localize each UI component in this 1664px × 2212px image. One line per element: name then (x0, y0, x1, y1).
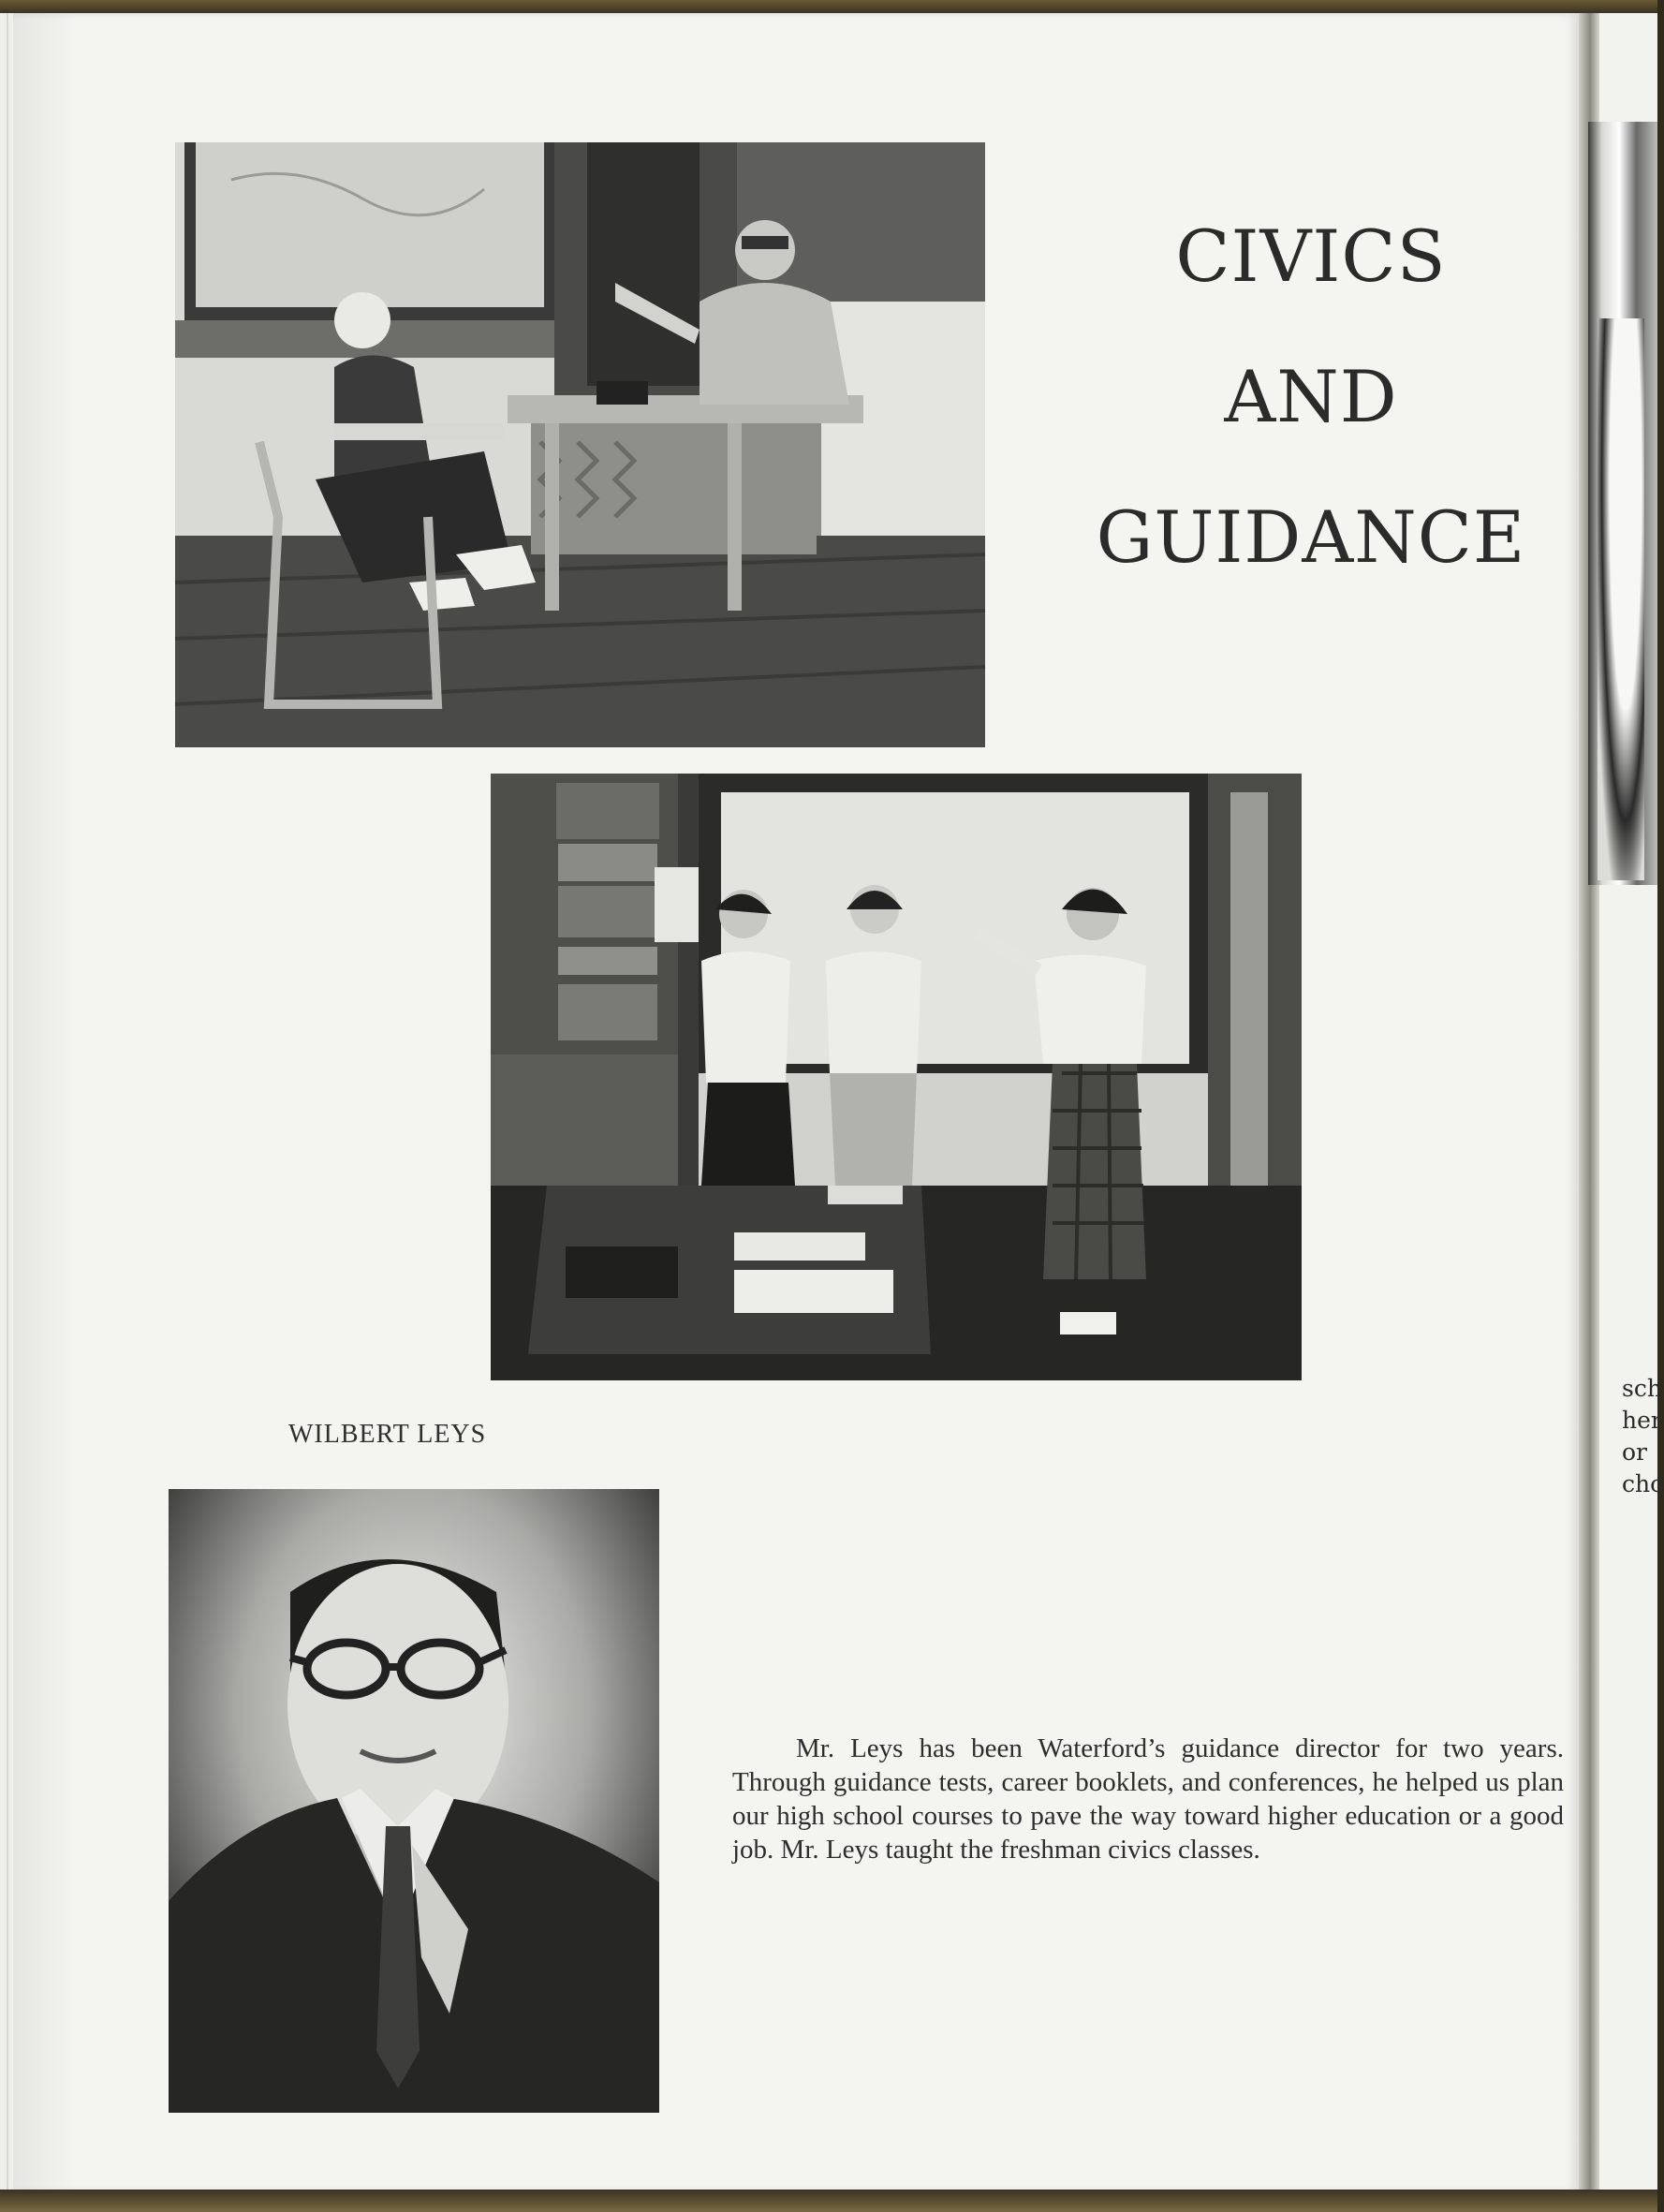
classroom-conference-photo (175, 142, 985, 747)
adjacent-page-photo (1588, 122, 1657, 885)
scan-frame-top (0, 0, 1657, 13)
adjacent-text-fragment: or (1622, 1438, 1648, 1466)
title-line-civics: CIVICS (1175, 214, 1447, 298)
title-line-guidance: GUIDANCE (1096, 495, 1526, 579)
guidance-director-description: Mr. Leys has been Waterford’s guidance director for two years. Through guidance tests, career booklets, and conferences, he helped us plan our high school courses to pave the way toward higher education or a good job. Mr. Leys taught the freshman civics classes. (732, 1733, 1564, 1865)
page-title (1058, 214, 1564, 635)
adjacent-text-fragment: sch (1622, 1375, 1662, 1402)
page-binding-shadow (13, 13, 79, 2193)
adjacent-text-fragment: cho (1622, 1470, 1664, 1497)
portrait-caption: WILBERT LEYS (288, 1420, 487, 1449)
students-at-blackboard-photo (491, 774, 1302, 1380)
classroom-conference-photo-image (175, 142, 985, 747)
wilbert-leys-portrait-photo (169, 1489, 659, 2113)
adjacent-text-fragment: her (1622, 1407, 1662, 1434)
scan-frame-bottom (0, 2190, 1657, 2212)
students-at-blackboard-photo-image (491, 774, 1302, 1380)
title-line-and: AND (1224, 355, 1398, 438)
wilbert-leys-portrait-image (169, 1489, 659, 2113)
